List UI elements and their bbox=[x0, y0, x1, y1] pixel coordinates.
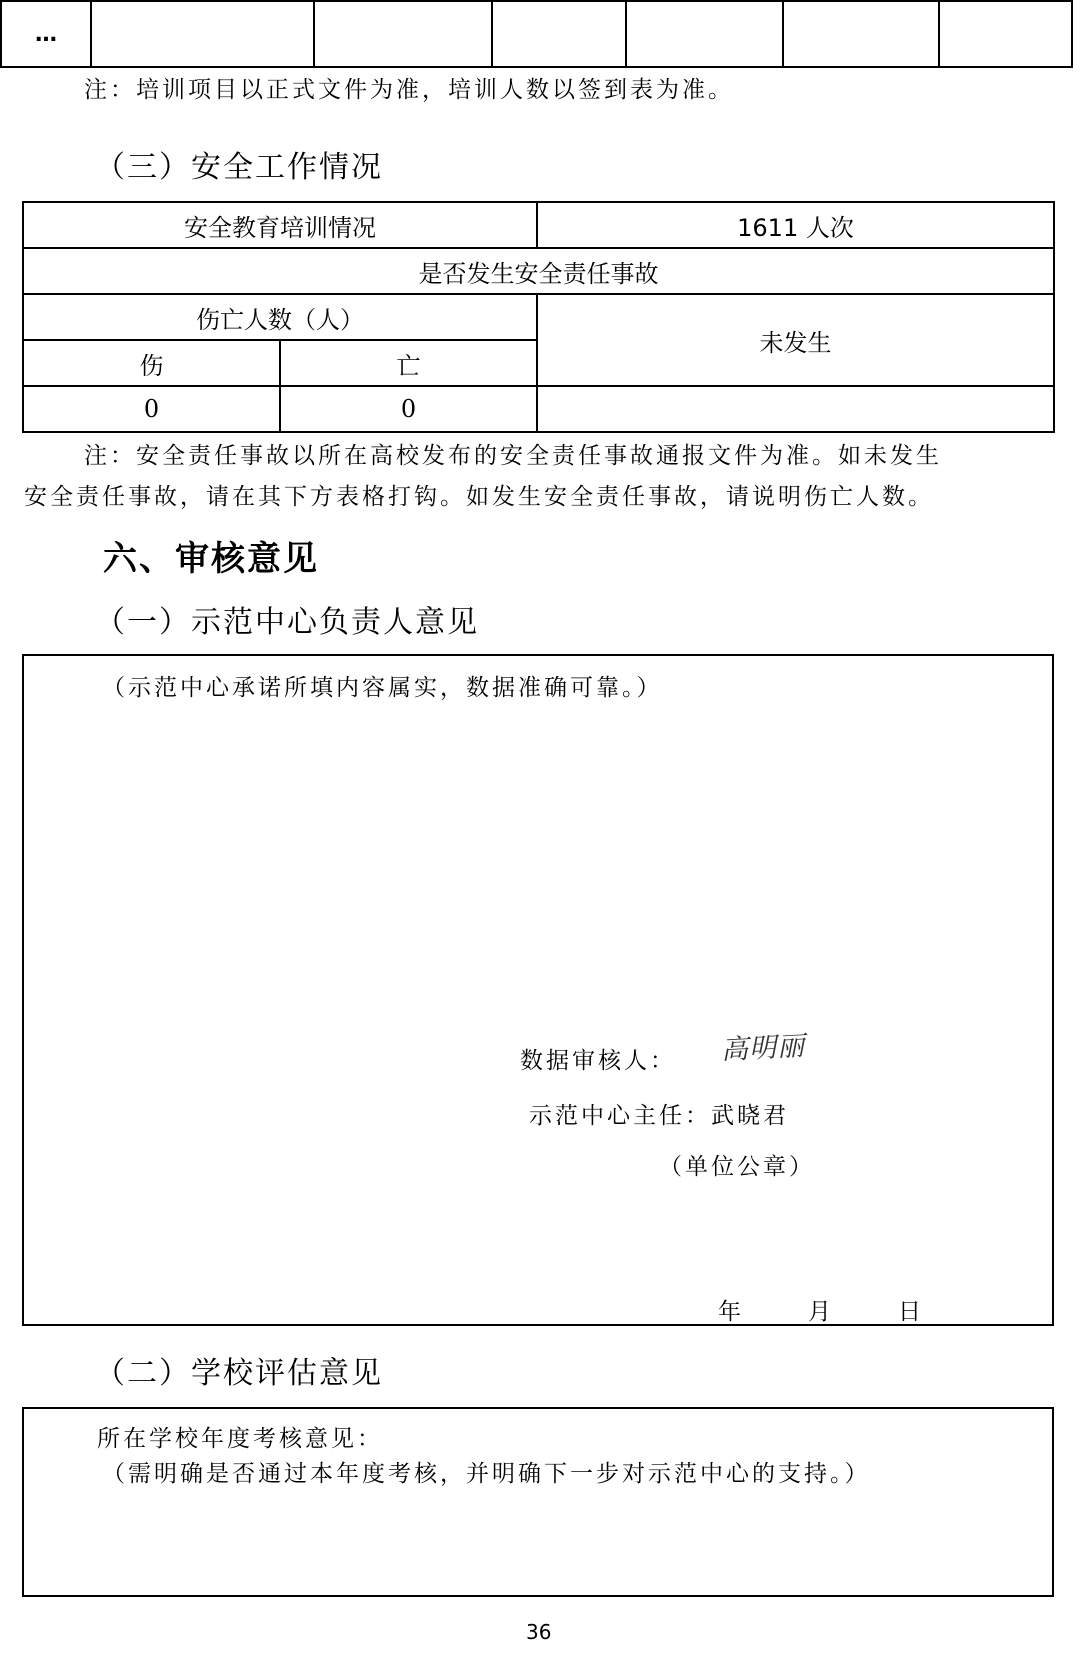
table-cell bbox=[939, 1, 1072, 67]
table-cell bbox=[314, 1, 492, 67]
data-reviewer-label: 数据审核人： bbox=[520, 1048, 676, 1074]
seal-label: （单位公章） bbox=[659, 1154, 815, 1180]
training-value-cell: 1611 人次 bbox=[537, 202, 1054, 248]
date-year: 年 bbox=[718, 1299, 744, 1325]
director-label: 示范中心主任：武晓君 bbox=[529, 1103, 789, 1129]
casualty-header-cell: 伤亡人数（人） bbox=[23, 294, 537, 340]
review-section-title: 六、审核意见 bbox=[103, 539, 319, 579]
date-month: 月 bbox=[808, 1299, 834, 1325]
school-opinion-line2: （需明确是否通过本年度考核，并明确下一步对示范中心的支持。） bbox=[102, 1461, 871, 1487]
continued-table bbox=[0, 0, 1073, 68]
accident-header-cell: 是否发生安全责任事故 bbox=[23, 248, 1054, 294]
safety-table bbox=[22, 201, 1055, 433]
dead-label-cell: 亡 bbox=[280, 340, 537, 386]
safety-section-title: （三）安全工作情况 bbox=[95, 150, 383, 185]
table-row bbox=[23, 294, 1054, 340]
injured-label-cell: 伤 bbox=[23, 340, 280, 386]
injured-value-cell: 0 bbox=[23, 386, 280, 432]
center-opinion-title: （一）示范中心负责人意见 bbox=[95, 605, 479, 640]
commitment-text: （示范中心承诺所填内容属实，数据准确可靠。） bbox=[102, 675, 663, 701]
table-cell bbox=[626, 1, 783, 67]
training-note: 注：培训项目以正式文件为准，培训人数以签到表为准。 bbox=[84, 77, 734, 103]
page-number: 36 bbox=[526, 1620, 552, 1644]
table-row bbox=[23, 386, 1054, 432]
table-row bbox=[23, 248, 1054, 294]
school-opinion-title: （二）学校评估意见 bbox=[95, 1356, 383, 1391]
table-cell-ellipsis: … bbox=[1, 1, 91, 67]
table-cell bbox=[91, 1, 314, 67]
training-label-cell: 安全教育培训情况 bbox=[23, 202, 537, 248]
table-row bbox=[23, 202, 1054, 248]
table-cell bbox=[783, 1, 939, 67]
checkbox-cell bbox=[537, 386, 1054, 432]
safety-note-line1: 注：安全责任事故以所在高校发布的安全责任事故通报文件为准。如未发生 bbox=[84, 443, 942, 469]
table-cell bbox=[492, 1, 625, 67]
date-day: 日 bbox=[898, 1299, 924, 1325]
center-opinion-box bbox=[22, 654, 1054, 1326]
school-opinion-box bbox=[22, 1407, 1054, 1597]
data-reviewer-signature: 高明丽 bbox=[720, 1030, 806, 1067]
accident-status-cell: 未发生 bbox=[537, 294, 1054, 386]
table-row bbox=[1, 1, 1072, 67]
safety-note-line2: 安全责任事故，请在其下方表格打钩。如发生安全责任事故，请说明伤亡人数。 bbox=[24, 484, 934, 510]
school-opinion-line1: 所在学校年度考核意见： bbox=[97, 1426, 383, 1452]
dead-value-cell: 0 bbox=[280, 386, 537, 432]
